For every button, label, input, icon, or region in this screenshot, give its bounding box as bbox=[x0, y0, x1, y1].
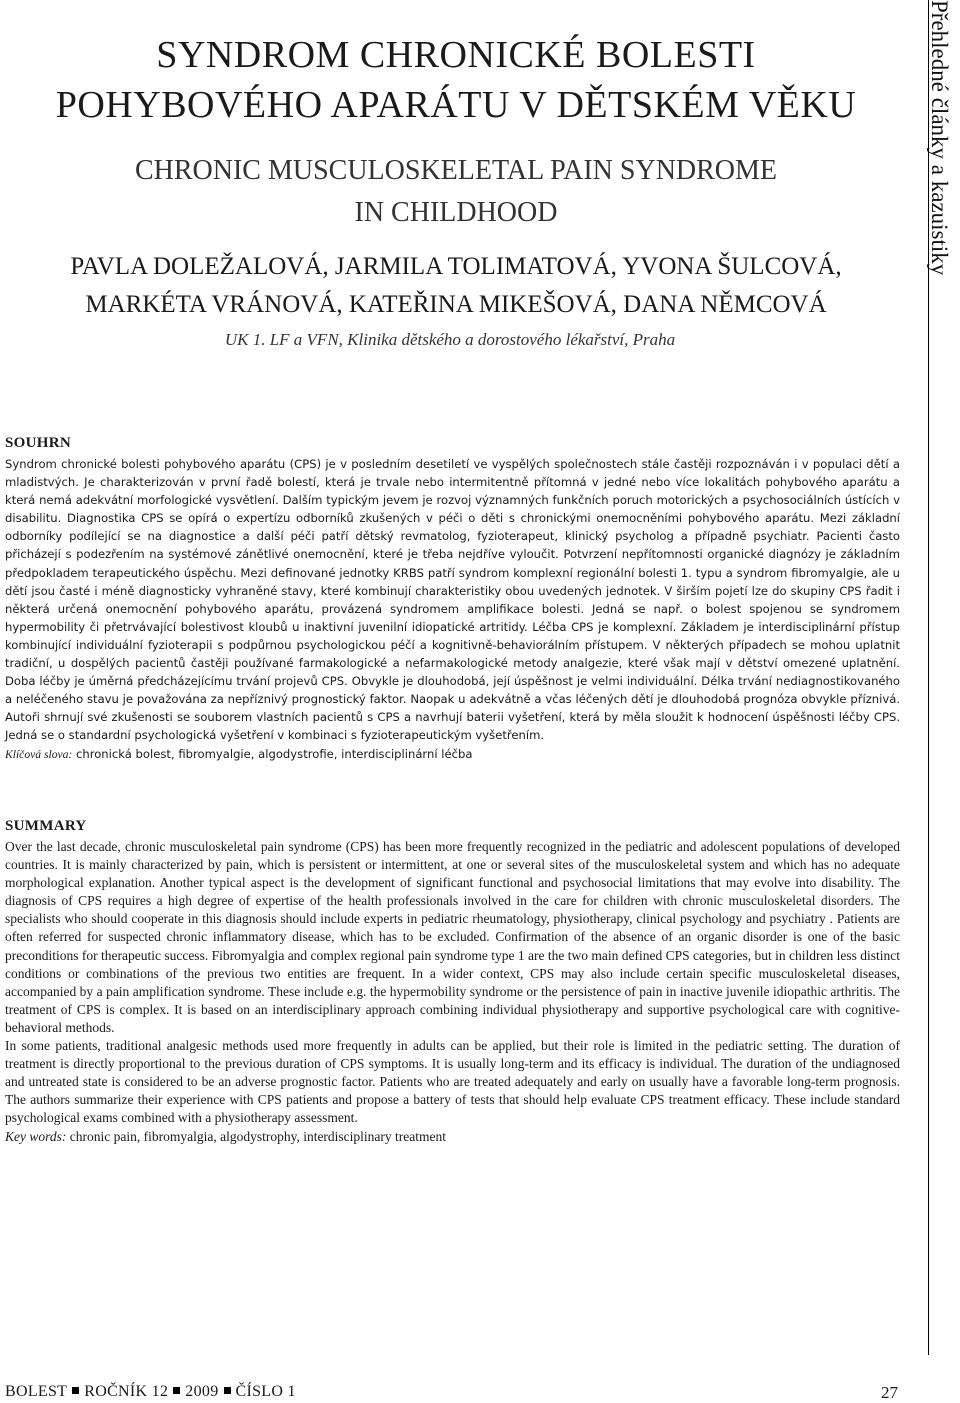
keywords-value: chronická bolest, fibromyalgie, algodystrofie, interdisciplinární léčba bbox=[75, 746, 473, 761]
abstract-czech-body bbox=[5, 455, 900, 764]
footer-volume: ROČNÍK 12 bbox=[84, 1383, 169, 1400]
title-line-1: SYNDROM CHRONICKÉ BOLESTI bbox=[156, 34, 756, 76]
affiliation: UK 1. LF a VFN, Klinika dětského a dorostového lékařství, Praha bbox=[224, 330, 676, 349]
separator-square-icon bbox=[173, 1387, 180, 1394]
journal-footer bbox=[5, 1383, 296, 1401]
abstract-english-paragraph-2: In some patients, traditional analgesic methods used more frequently in adults can be applied, but their role is limited in the pediatric setting. The duration of treatment is directly proportional to the previous duration of CPS symptoms. It is usually long-term and its efficacy is individual. The duration of the undiagnosed and untreated state is considered to be an adverse prognostic factor. Patients who are treated adequately and early on usually have a favorable long-term prognosis. The authors summarize their experience with CPS patients and propose a battery of tests that should help evaluate CPS treatment efficacy. These include standard psychological exams combined with a physiotherapy assessment. bbox=[5, 1038, 900, 1126]
abstract-english-paragraph-1: Over the last decade, chronic musculoskeletal pain syndrome (CPS) has been more frequently recognized in the pediatric and adolescent populations of developed countries. It is mainly characterized by pain, which is persistent or intermittent, at one or several sites of the musculoskeletal system and which has no adequate morphological explanation. Another typical aspect is the development of significant functional and psychosocial limitations that may evolve into disability. The diagnosis of CPS requires a high degree of expertise of the health professionals involved in the care for children with chronic musculoskeletal disorders. The specialists who should cooperate in this diagnosis should include experts in pediatric rheumatology, physiotherapy, clinical psychology and psychiatry . Patients are often referred for suspected chronic inflammatory disease, which has to be excluded. Confirmation of the absence of an organic disorder is one of the basic preconditions for therapeutic success. Fibromyalgia and complex regional pain syndrome type 1 are the two main defined CPS categories, but in children less distinct conditions or combinations of the previous two entities are frequent. In a wider context, CPS may also include certain specific musculoskeletal diseases, accompanied by a pain amplification syndrome. These include e.g. the hypermobility syndrome or the persistence of pain in inactive juvenile idiopathic arthritis. The treatment of CPS is complex. It is based on an interdisciplinary approach combining individual physiotherapy and supportive psychological care with cognitive-behavioral methods. bbox=[5, 839, 900, 1035]
page-number: 27 bbox=[881, 1383, 898, 1402]
separator-square-icon bbox=[224, 1387, 231, 1394]
abstract-english-heading: SUMMARY bbox=[5, 818, 87, 834]
abstract-czech bbox=[5, 435, 900, 764]
key-words-value: chronic pain, fibromyalgia, algodystrophy, interdisciplinary treatment bbox=[69, 1128, 447, 1144]
article-title bbox=[0, 30, 912, 130]
footer-journal: BOLEST bbox=[5, 1383, 68, 1400]
authors-line-1: PAVLA DOLEŽALOVÁ, JARMILA TOLIMATOVÁ, YVONA ŠULCOVÁ, bbox=[70, 253, 842, 280]
abstract-english-body bbox=[5, 838, 900, 1146]
english-title bbox=[0, 150, 912, 234]
abstract-english-keywords bbox=[5, 1128, 900, 1146]
abstract-english bbox=[5, 818, 900, 1146]
abstract-czech-keywords bbox=[5, 745, 900, 764]
abstract-czech-heading: SOUHRN bbox=[5, 435, 71, 451]
separator-square-icon bbox=[72, 1387, 79, 1394]
abstract-czech-text: Syndrom chronické bolesti pohybového aparátu (CPS) je v posledním desetiletí ve vyspělých společnostech stále častěji rozpoznáván i v populaci dětí a mladistvých. Je charakterizován v první řadě bolestí, která je trvale nebo intermitentně přítomná v jedné nebo více lokalitách pohybového aparátu a která nemá adekvátní morfologické vysvětlení. Dalším typickým jevem je rozvoj významných funkčních poruch motorických a psychosociálních ústících v disabilitu. Diagnostika CPS se opírá o expertízu odborníků zkušených v péči o děti s chronickými onemocněními pohybového aparátu. Mezi základní odborníky podílející se na diagnostice a další péči patří dětský revmatolog, fyzioterapeut, klinický psycholog a případně psychiatr. Pacienti často přicházejí s podezřením na systémové zánětlivé onemocnění, které je třeba nejdříve vyloučit. Potvrzení nepřítomnosti organické diagnózy je základním předpokladem terapeutického úspěchu. Mezi definované jednotky KRBS patří syndrom komplexní regionální bolesti 1. typu a syndrom fibromyalgie, ale u dětí jsou časté i méně diagnosticky vyhraněné stavy, které kombinují charakteristiky obou uvedených jednotek. V širším pojetí lze do skupiny CPS řadit i některá určená onemocnění pohybového aparátu, provázená syndromem amplifikace bolesti. Jedná se např. o bolest spojenou se syndromem hypermobility či přetrvávající bolestivost kloubů u inaktivní juvenilní idiopatické artritidy. Léčba CPS je komplexní. Základem je interdisciplinární přístup kombinující individuální fyzioterapii s podpůrnou psychologickou péčí a kognitivně-behaviorálním přístupem. V některých případech se mohou uplatnit tradiční, u dospělých pacientů častěji používané farmakologické a nefarmakologické metody analgezie, které však mají v dětství omezené uplatnění. Doba léčby je úměrná předcházejícímu trvání projevů CPS. Obvykle je dlouhodobá, její úspěšnost je velmi individuální. Délka trvání nediagnostikovaného a neléčeného stavu je považována za nepříznivý prognostický faktor. Naopak u adekvátně a včas léčených dětí je dlouhodobá prognóza obvykle příznivá. Autoři shrnují své zkušenosti se souborem vlastních pacientů s CPS a navrhují baterii vyšetření, která by měla sloužit k hodnocení úspěšnosti léčby CPS. Jedná se o standardní psychologická vyšetření v kombinaci s fyzioterapeutickým vyšetřením. bbox=[5, 457, 900, 743]
authors bbox=[0, 248, 912, 324]
section-side-label: Přehledné články a kazuistiky bbox=[927, 0, 952, 276]
authors-line-2: MARKÉTA VRÁNOVÁ, KATEŘINA MIKEŠOVÁ, DANA NĚMCOVÁ bbox=[85, 291, 827, 318]
english-title-line-2: IN CHILDHOOD bbox=[354, 197, 558, 228]
keywords-label: Klíčová slova: bbox=[5, 747, 73, 761]
english-title-line-1: CHRONIC MUSCULOSKELETAL PAIN SYNDROME bbox=[134, 155, 778, 186]
footer-year: 2009 bbox=[185, 1383, 219, 1400]
footer-issue: ČÍSLO 1 bbox=[235, 1383, 296, 1400]
key-words-label: Key words: bbox=[5, 1128, 67, 1144]
title-line-2: POHYBOVÉHO APARÁTU V DĚTSKÉM VĚKU bbox=[55, 84, 857, 126]
